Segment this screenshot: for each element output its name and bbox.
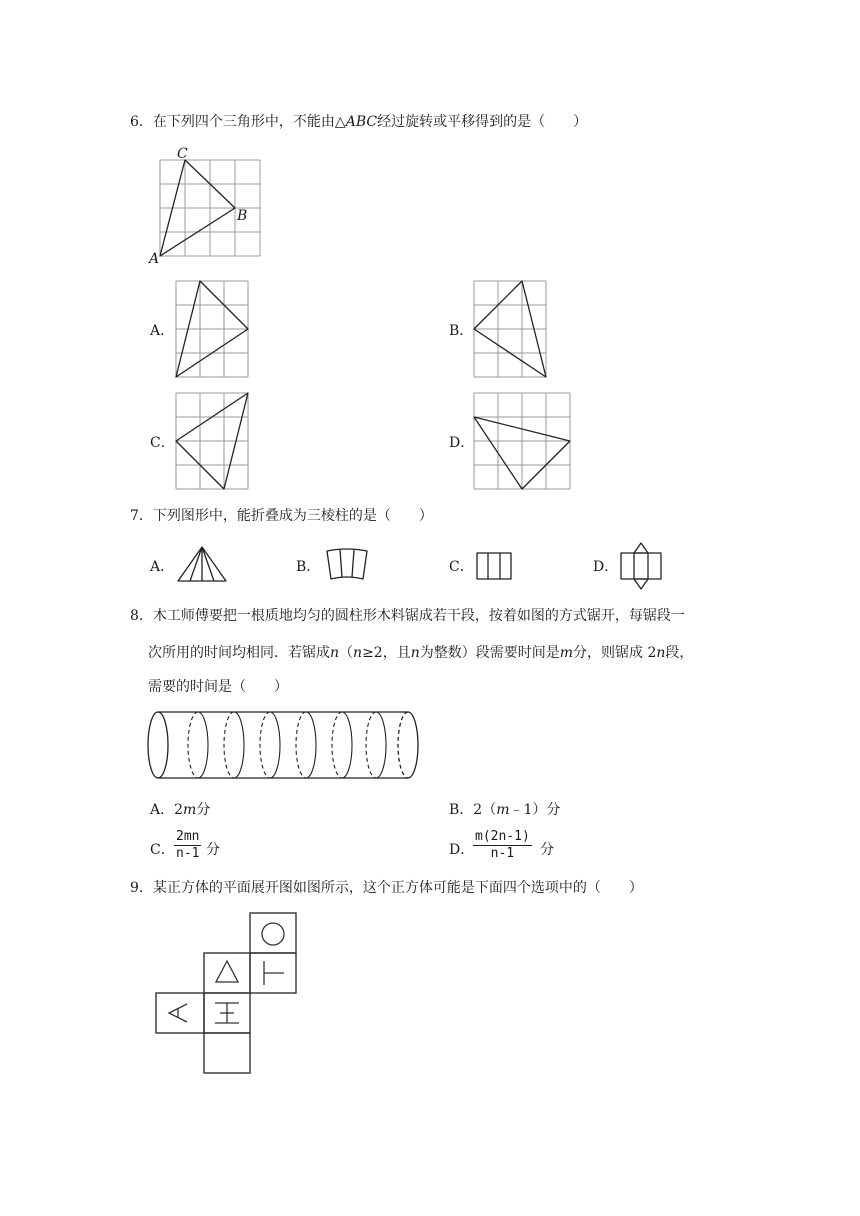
question-9-stem: 9．某正方体的平面展开图如图所示，这个正方体可能是下面四个选项中的（ ） bbox=[130, 880, 643, 896]
q8-option-c-label[interactable]: C． bbox=[150, 842, 175, 858]
vertex-label-a: A bbox=[149, 251, 160, 267]
cylinder-figure bbox=[146, 710, 426, 782]
q7-option-a-label[interactable]: A． bbox=[150, 559, 175, 575]
q8-option-d-fraction[interactable] bbox=[473, 829, 532, 862]
q7-option-b-label[interactable]: B． bbox=[296, 559, 321, 575]
question-8-stem-line2: 次所用的时间均相同．若锯成n（n≥2，且n为整数）段需要时间是m分，则锯成 2n段， bbox=[148, 645, 694, 661]
question-8-stem-line3: 需要的时间是（ ） bbox=[148, 679, 288, 695]
q8-option-d-numerator: m(2n-1) bbox=[475, 829, 530, 844]
q8-option-b[interactable]: B．2（m﹣1）分 bbox=[449, 802, 561, 818]
question-6-stem: 6．在下列四个三角形中，不能由△ABC经过旋转或平移得到的是（ ） bbox=[130, 114, 588, 130]
q6-option-a-figure[interactable] bbox=[176, 281, 248, 377]
vertex-label-b: B bbox=[237, 208, 248, 224]
q8-option-a[interactable]: A．2m分 bbox=[150, 802, 211, 818]
q7-option-d-label[interactable]: D． bbox=[593, 559, 619, 575]
q7-option-c-label[interactable]: C． bbox=[449, 559, 474, 575]
q8-option-d-denominator: n-1 bbox=[490, 846, 515, 861]
q6-option-a-label[interactable]: A． bbox=[150, 323, 175, 339]
q7-option-d-net[interactable] bbox=[619, 543, 663, 591]
question-7-stem: 7．下列图形中，能折叠成为三棱柱的是（ ） bbox=[130, 508, 433, 524]
q8-option-d-label[interactable]: D． bbox=[449, 842, 475, 858]
q6-option-d-label[interactable]: D． bbox=[449, 435, 475, 451]
q8-option-d-unit: 分 bbox=[540, 842, 554, 858]
q8-option-c-unit: 分 bbox=[206, 842, 220, 858]
q7-option-b-net[interactable] bbox=[323, 549, 373, 581]
q6-option-d-figure[interactable] bbox=[474, 393, 570, 489]
q7-option-a-net[interactable] bbox=[178, 547, 228, 583]
question-8-stem-line1: 8．木工师傅要把一根质地均匀的圆柱形木料锯成若干段，按着如图的方式锯开，每锯段一 bbox=[130, 608, 685, 624]
cube-net-figure bbox=[154, 911, 300, 1075]
q8-option-c-fraction[interactable] bbox=[174, 829, 201, 862]
q6-option-c-label[interactable]: C． bbox=[150, 435, 175, 451]
q6-option-b-label[interactable]: B． bbox=[449, 323, 474, 339]
q6-option-c-figure[interactable] bbox=[176, 393, 248, 489]
vertex-label-c: C bbox=[177, 146, 188, 162]
q6-option-b-figure[interactable] bbox=[474, 281, 546, 377]
q8-option-c-numerator: 2mn bbox=[176, 829, 200, 844]
q7-option-c-net[interactable] bbox=[477, 553, 513, 581]
q8-option-c-denominator: n-1 bbox=[176, 846, 200, 861]
